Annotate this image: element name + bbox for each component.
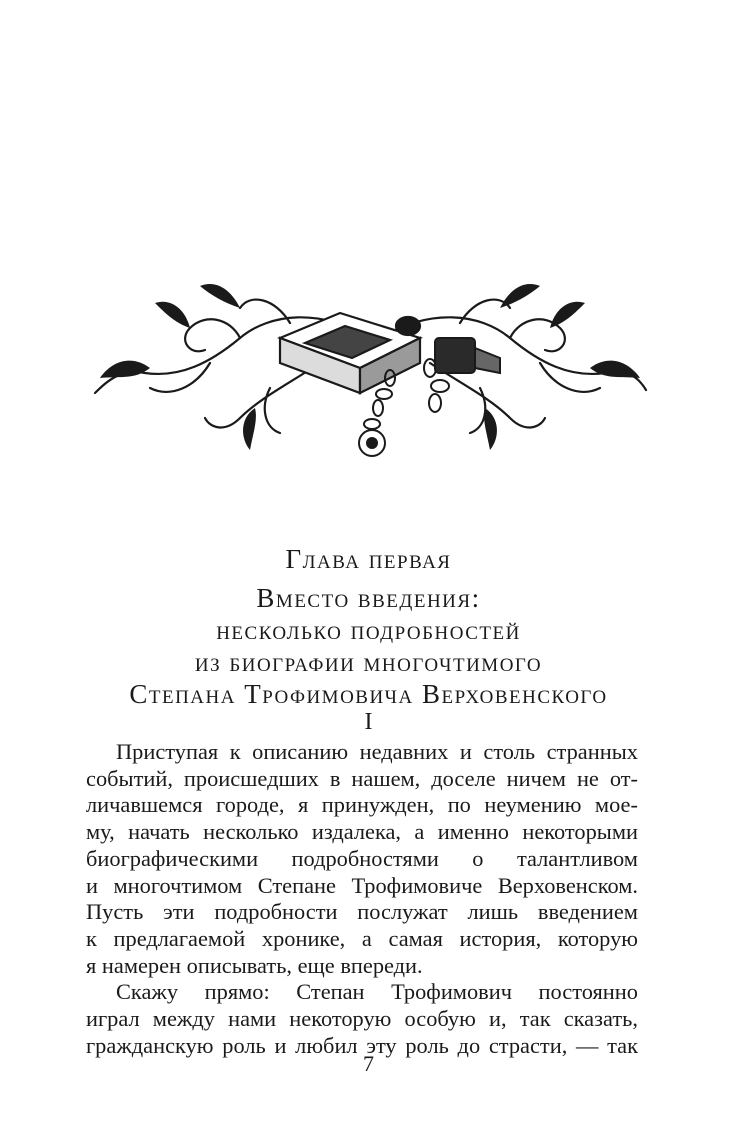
body-line: играл между нами некоторую особую и, так сказать, (86, 1006, 638, 1032)
chapter-title-line: из биографии многочтимого (194, 647, 543, 677)
book-chain-ornament-icon (90, 268, 650, 468)
chapter-title-line: несколько подробностей (216, 615, 521, 645)
page-number: 7 (363, 1051, 374, 1076)
body-line: гражданскую роль и любил эту роль до страсти, — так (86, 1032, 638, 1058)
chapter-title (0, 582, 737, 710)
body-line: я намерен описывать, еще впереди. (86, 952, 423, 978)
body-line: Скажу прямо: Степан Трофимович постоянно (116, 979, 638, 1005)
body-line: к предлагаемой хронике, а самая история, которую (86, 925, 638, 951)
body-line: Пусть эти подробности послужат лишь введением (86, 899, 638, 925)
body-line: и многочтимом Степане Трофимовиче Верховенском. (86, 872, 638, 898)
body-line: му, начать несколько издалека, а именно некоторыми (86, 819, 638, 845)
body-line: событий, происшедших в нашем, доселе ничем не от- (86, 765, 638, 791)
chapter-label: Глава первая (285, 544, 452, 574)
section-numeral: I (364, 709, 373, 735)
body-line: Приступая к описанию недавних и столь странных (116, 739, 638, 764)
body-line: личавшемся городе, я принужден, по неумению мое- (86, 792, 638, 818)
body-line: биографическими подробностями о талантливом (86, 845, 638, 871)
chapter-title-line: Степана Трофимовича Верховенского (129, 679, 608, 709)
body-text (86, 739, 638, 1059)
chapter-title-line: Вместо введения: (256, 583, 481, 613)
